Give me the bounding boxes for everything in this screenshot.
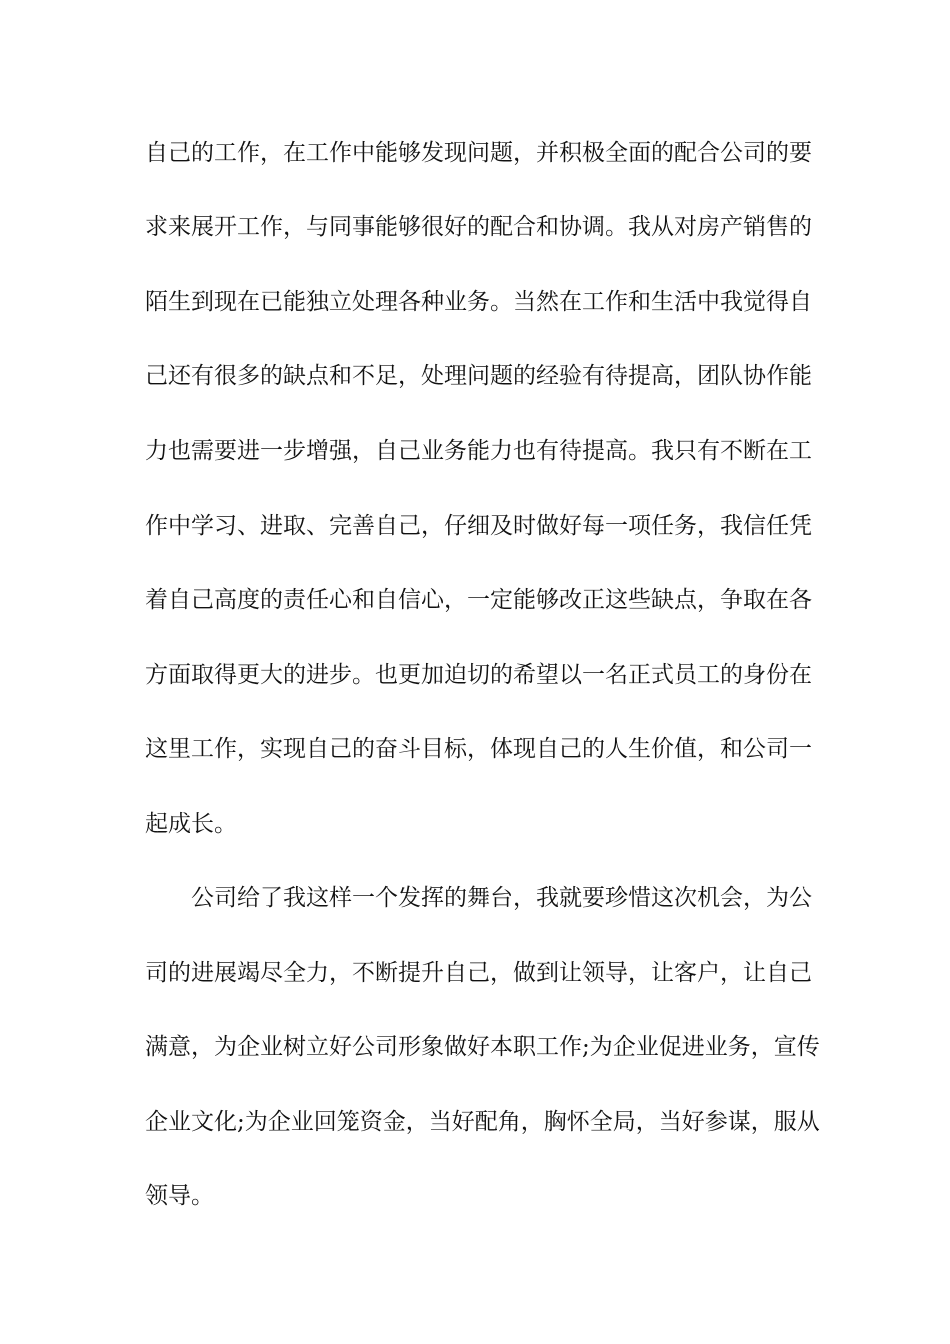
paragraph-1-line-1: 自己的工作，在工作中能够发现问题，并积极全面的配合公司的要 bbox=[145, 140, 812, 166]
paragraph-1-line-10: 起成长。 bbox=[145, 811, 237, 837]
paragraph-1-line-7: 着自己高度的责任心和自信心，一定能够改正这些缺点，争取在各 bbox=[145, 587, 812, 613]
paragraph-1-line-4: 己还有很多的缺点和不足，处理问题的经验有待提高，团队协作能 bbox=[145, 363, 812, 389]
paragraph-1-line-8: 方面取得更大的进步。也更加迫切的希望以一名正式员工的身份在 bbox=[145, 662, 812, 688]
paragraph-2-line-3: 满意，为企业树立好公司形象做好本职工作;为企业促进业务，宣传 bbox=[145, 1034, 820, 1060]
paragraph-2-line-4: 企业文化;为企业回笼资金，当好配角，胸怀全局，当好参谋，服从 bbox=[145, 1109, 820, 1135]
paragraph-1-line-3: 陌生到现在已能独立处理各种业务。当然在工作和生活中我觉得自 bbox=[145, 289, 812, 315]
paragraph-1-line-9: 这里工作，实现自己的奋斗目标，体现自己的人生价值，和公司一 bbox=[145, 736, 812, 762]
paragraph-2-line-1: 公司给了我这样一个发挥的舞台，我就要珍惜这次机会，为公 bbox=[191, 885, 812, 911]
paragraph-2-line-5: 领导。 bbox=[145, 1183, 214, 1209]
paragraph-1-line-6: 作中学习、进取、完善自己，仔细及时做好每一项任务，我信任凭 bbox=[145, 513, 812, 539]
paragraph-2-line-2: 司的进展竭尽全力，不断提升自己，做到让领导，让客户，让自己 bbox=[145, 960, 812, 986]
paragraph-1-line-5: 力也需要进一步增强，自己业务能力也有待提高。我只有不断在工 bbox=[145, 438, 812, 464]
paragraph-1-line-2: 求来展开工作，与同事能够很好的配合和协调。我从对房产销售的 bbox=[145, 214, 812, 240]
